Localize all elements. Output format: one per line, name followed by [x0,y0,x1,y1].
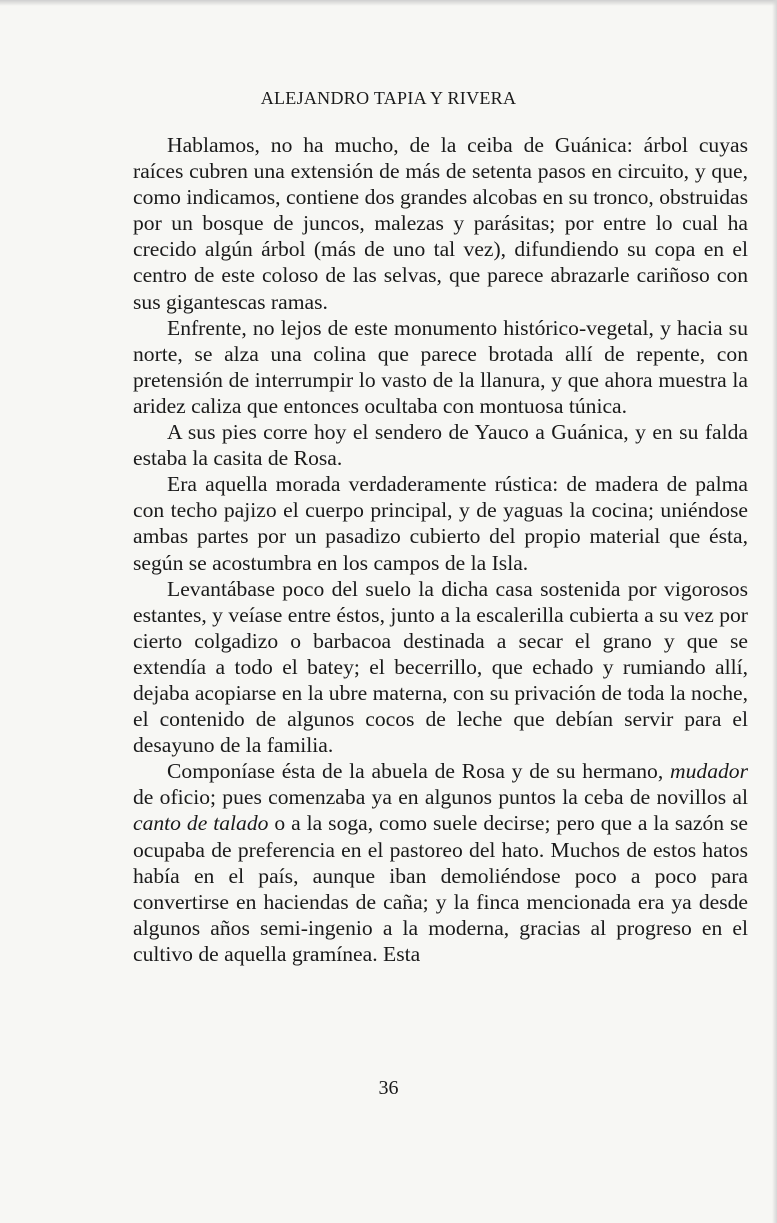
text-segment: de oficio; pues comenzaba ya en algunos puntos la ceba de novillos al [133,785,748,810]
italic-term: mudador [670,759,748,784]
paragraph [133,315,748,419]
text-segment: Hablamos, no ha mucho, de la ceiba de Guánica: árbol cuyas raíces cubren una extensión de más de setenta pasos en circuito, y que, como indicamos, contiene dos grandes alcobas en su tronco, obstruidas por un bosque de juncos, malezas y parásitas; por entre lo cual ha crecido algún árbol (más de uno tal vez), difundiendo su copa en el centro de este coloso de las selvas, que parece abrazarle cariñoso con sus gigantescas ramas. [133,133,748,314]
text-segment: Levantábase poco del suelo la dicha casa sostenida por vigorosos estantes, y veíase entre éstos, junto a la escalerilla cubierta a su vez por cierto colgadizo o barbacoa destinada a secar el grano y que se extendía a todo el batey; el becerrillo, que echado y rumiando allí, dejaba acopiarse en la ubre materna, con su privación de toda la noche, el contenido de algunos cocos de leche que debían servir para el desayuno de la familia. [133,576,748,758]
running-head: ALEJANDRO TAPIA Y RIVERA [260,88,517,108]
paragraph [133,758,748,967]
italic-term: canto de talado [133,811,269,836]
top-edge-shadow [0,0,777,6]
paragraph [133,132,748,315]
page-number: 36 [378,1077,399,1099]
text-segment: Componíase ésta de la abuela de Rosa y de su hermano, [167,759,671,784]
body-text [133,132,748,967]
text-segment: o a la soga, como suele decirse; pero que a la sazón se ocupaba de preferencia en el pastoreo del hato. Muchos de estos hatos había en el país, aunque iban demoliéndose poco a poco para convertirse en haciendas de caña; y la finca mencionada era ya desde algunos años semi-ingenio a la moderna, gracias al progreso en el cultivo de aquella gramínea. Esta [133,811,748,966]
paragraph [133,471,748,575]
paragraph [133,576,748,759]
text-segment: A sus pies corre hoy el sendero de Yauco a Guánica, y en su falda estaba la casita de Rosa. [133,420,748,471]
text-segment: Enfrente, no lejos de este monumento histórico-vegetal, y hacia su norte, se alza una colina que parece brotada allí de repente, con pretensión de interrumpir lo vasto de la llanura, y que ahora muestra la aridez caliza que entonces ocultaba con montuosa túnica. [133,315,748,418]
paragraph [133,419,748,471]
right-edge-shadow [772,0,777,1223]
text-segment: Era aquella morada verdaderamente rústica: de madera de palma con techo pajizo el cuerpo principal, y de yaguas la cocina; uniéndose ambas partes por un pasadizo cubierto del propio material que ésta, según se acostumbra en los campos de la Isla. [133,472,748,575]
